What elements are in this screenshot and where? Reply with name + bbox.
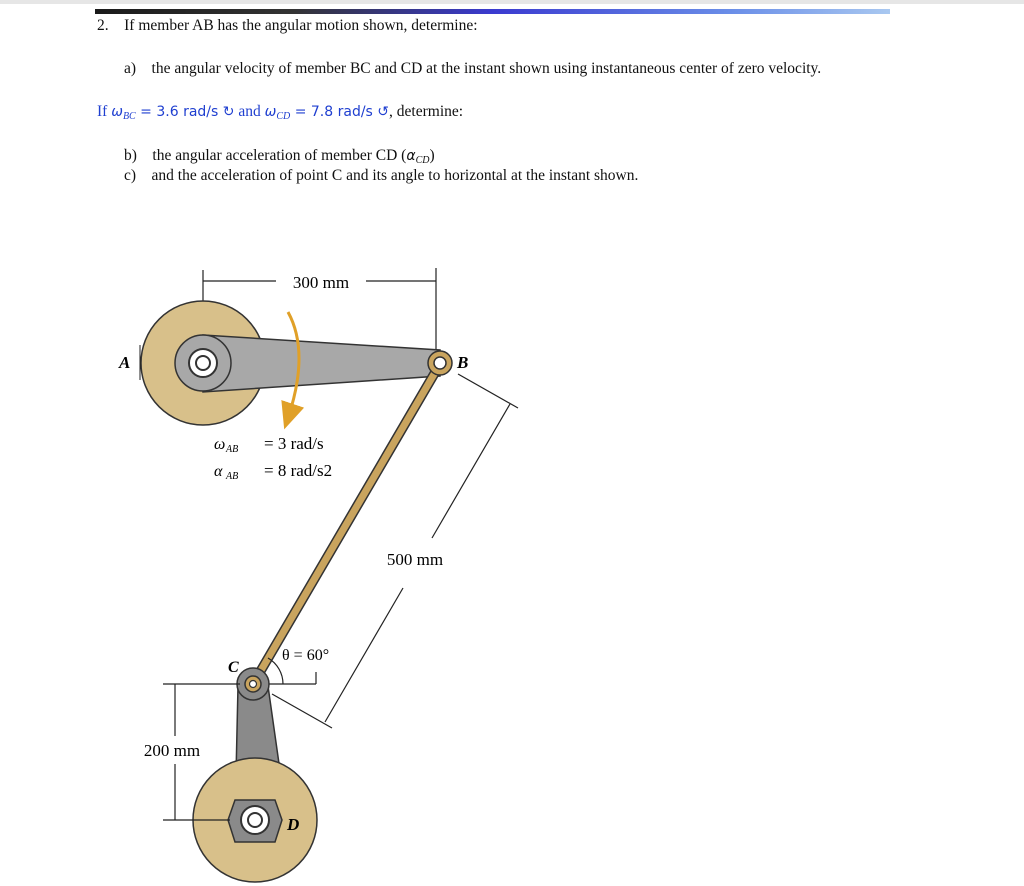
rod-bc	[253, 364, 440, 684]
omega-bc-sub: BC	[122, 111, 136, 122]
pin-d-inner	[248, 813, 262, 827]
part-c-text: and the acceleration of point C and its angle to horizontal at the instant shown.	[151, 167, 639, 184]
given-prefix: If	[97, 103, 108, 120]
part-b-close: )	[429, 147, 435, 164]
pin-c-inner	[250, 681, 257, 688]
part-a-label: a)	[124, 60, 137, 77]
omega-cd-value: = 7.8 rad/s ↺	[290, 104, 390, 120]
dim-500-line-top	[432, 404, 510, 538]
dim-200-label: 200 mm	[143, 741, 201, 760]
dim-300-label: 300 mm	[292, 273, 350, 292]
alpha-ab-value: = 8 rad/s2	[264, 461, 333, 480]
theta-label: θ = 60°	[282, 647, 330, 664]
omega-bc-symbol: ω	[111, 104, 123, 120]
omega-ab-symbol: ω	[214, 436, 226, 453]
dim-500-label: 500 mm	[386, 550, 444, 569]
alpha-ab-sub: AB	[226, 471, 239, 482]
omega-ab-value: = 3 rad/s	[264, 434, 324, 453]
alpha-cd-symbol: α	[406, 148, 416, 164]
alpha-ab-symbol: α	[214, 463, 223, 480]
alpha-cd-sub: CD	[415, 155, 430, 166]
pin-a-inner	[196, 356, 210, 370]
link-ab	[203, 335, 440, 392]
label-b: B	[457, 353, 469, 372]
part-b-label: b)	[124, 147, 137, 164]
omega-ab-sub: AB	[226, 444, 239, 455]
omega-cd-symbol: ω	[264, 104, 277, 120]
pin-b-inner	[434, 357, 446, 369]
dim-500-ext-top	[458, 374, 518, 408]
dim-500-group	[272, 374, 518, 728]
label-d: D	[287, 815, 300, 834]
problem-intro: If member AB has the angular motion shown, determine:	[124, 17, 478, 34]
determine-word: , determine:	[389, 103, 464, 120]
dim-500-ext-bottom	[272, 694, 332, 728]
ab-motion-labels	[214, 434, 332, 482]
omega-bc-value: = 3.6 rad/s ↻	[135, 104, 235, 120]
part-b-text: the angular acceleration of member CD (	[152, 147, 407, 164]
label-a: A	[119, 353, 131, 372]
and-word: and	[238, 103, 265, 120]
dim-500-line-bottom	[325, 588, 403, 722]
part-a-text: the angular velocity of member BC and CD at the instant shown using instantaneous center of zero velocity.	[151, 60, 822, 77]
problem-number: 2.	[97, 17, 109, 34]
part-c-label: c)	[124, 167, 137, 184]
omega-cd-sub: CD	[276, 111, 291, 122]
label-c: C	[228, 659, 239, 676]
